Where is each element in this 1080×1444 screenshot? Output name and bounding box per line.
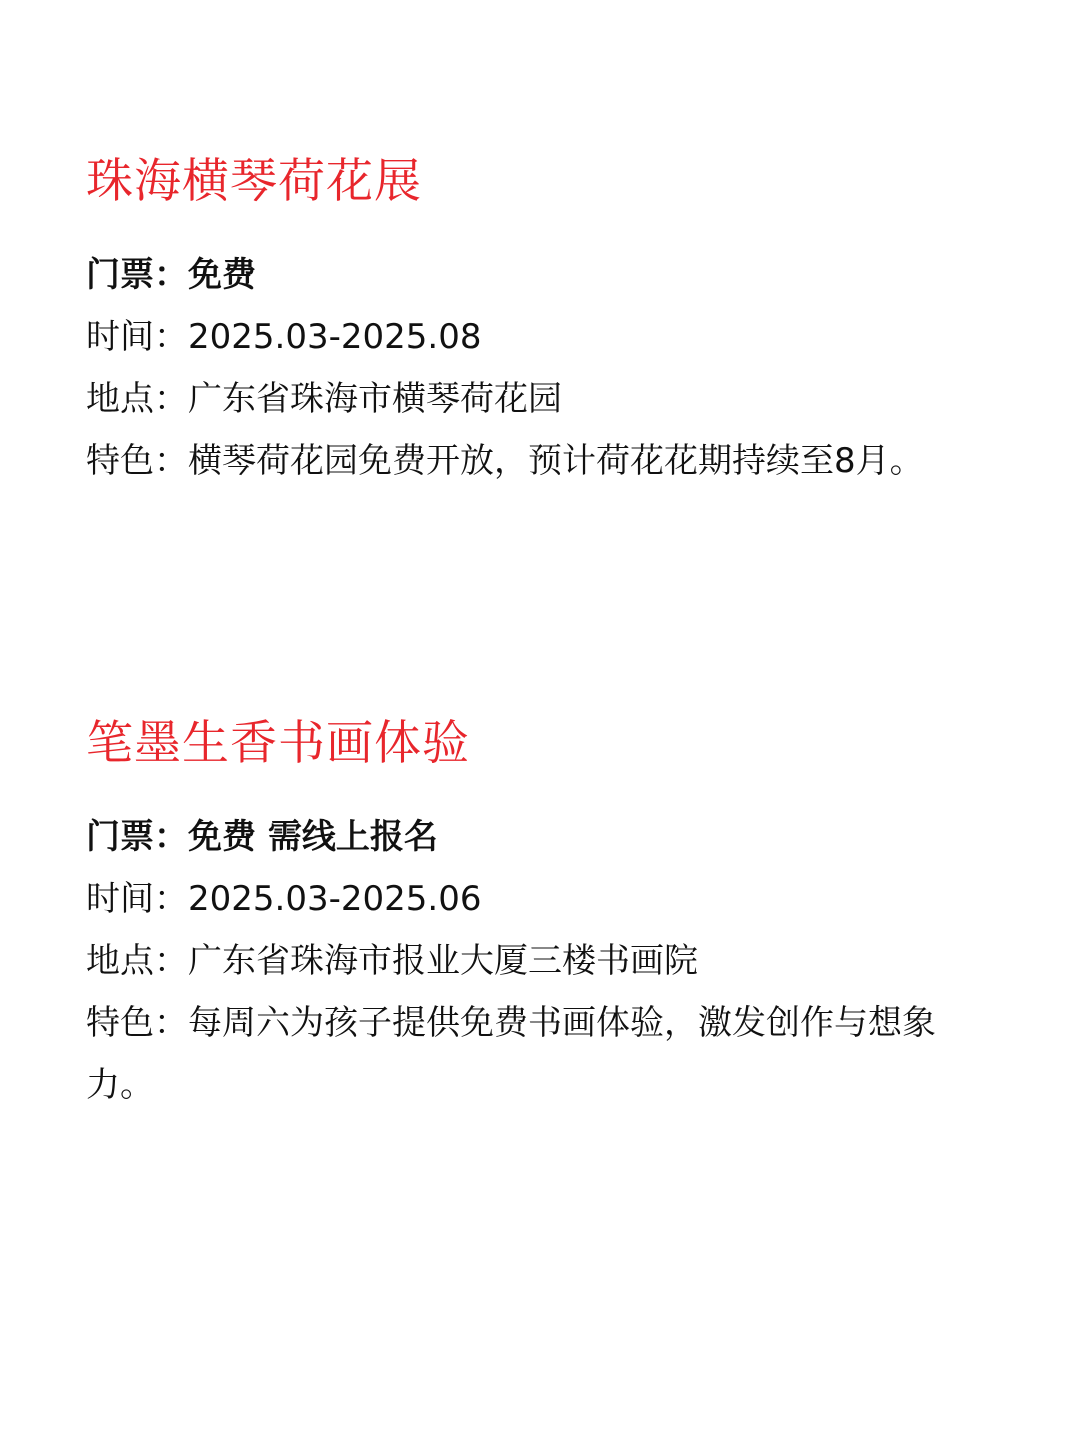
event-title: 珠海横琴荷花展: [86, 154, 422, 209]
time-row: [86, 868, 986, 930]
place-value: 广东省珠海市报业大厦三楼书画院: [188, 941, 698, 981]
feature-value: 每周六为孩子提供免费书画体验，激发创作与想象力。: [86, 1003, 936, 1105]
place-value: 广东省珠海市横琴荷花园: [188, 379, 562, 419]
ticket-label: 门票：: [86, 817, 188, 857]
feature-label: 特色：: [86, 441, 188, 481]
event-card-calligraphy: [86, 712, 986, 1116]
feature-row: [86, 992, 986, 1116]
ticket-label: 门票：: [86, 255, 188, 295]
time-row: [86, 306, 986, 368]
place-row: [86, 930, 986, 992]
feature-row: [86, 430, 986, 492]
place-row: [86, 368, 986, 430]
feature-value: 横琴荷花园免费开放，预计荷花花期持续至8月。: [188, 441, 924, 481]
ticket-value: 免费 需线上报名: [188, 817, 438, 857]
event-card-lotus: [86, 150, 986, 492]
time-label: 时间：: [86, 879, 188, 919]
ticket-row: [86, 244, 986, 306]
ticket-row: [86, 806, 986, 868]
place-label: 地点：: [86, 379, 188, 419]
feature-label: 特色：: [86, 1003, 188, 1043]
time-value: 2025.03-2025.08: [188, 317, 482, 357]
ticket-value: 免费: [188, 255, 256, 295]
time-value: 2025.03-2025.06: [188, 879, 482, 919]
place-label: 地点：: [86, 941, 188, 981]
time-label: 时间：: [86, 317, 188, 357]
event-title: 笔墨生香书画体验: [86, 716, 470, 771]
